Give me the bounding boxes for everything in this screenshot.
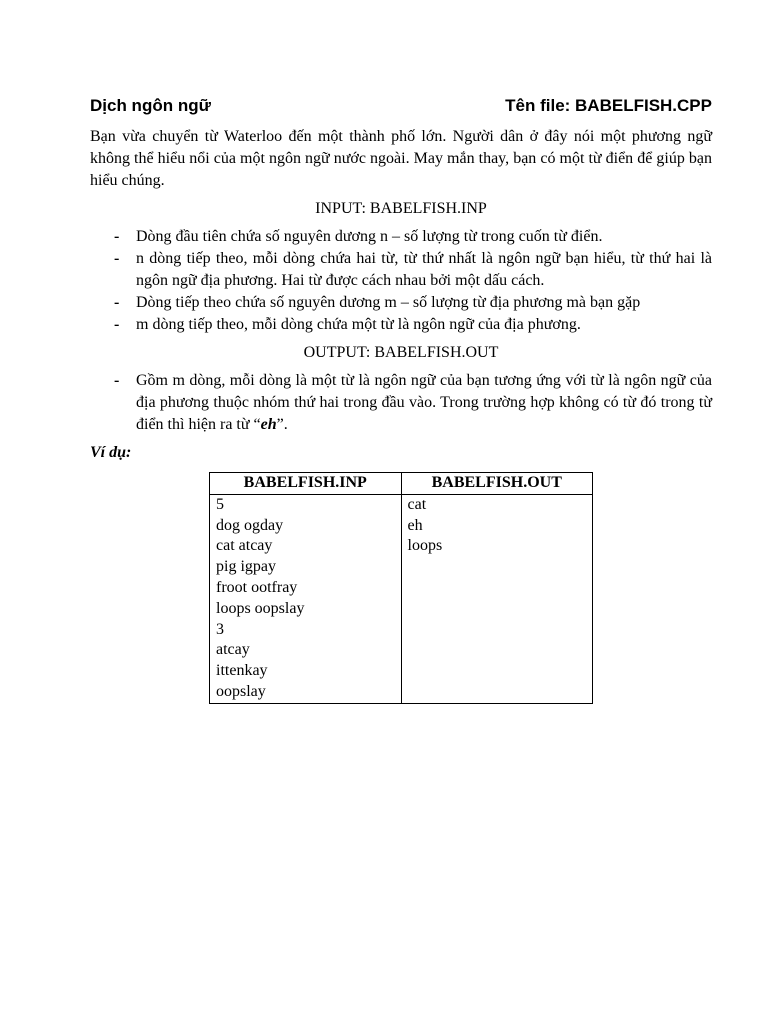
example-table-header-row: [210, 473, 593, 495]
problem-title: Dịch ngôn ngữ: [90, 96, 211, 115]
example-output-line: loops: [407, 537, 443, 555]
output-title: OUTPUT: BABELFISH.OUT: [303, 344, 499, 361]
output-item-emphasis: eh: [260, 416, 277, 433]
example-output-line: eh: [407, 516, 423, 534]
output-item: [90, 370, 712, 436]
example-input-line: ittenkay: [216, 662, 268, 680]
input-item: - n dòng tiếp theo, mỗi dòng chứa hai từ, từ thứ nhất là ngôn ngữ bạn hiểu, từ thứ hai là ngôn ngữ địa phương. Hai từ được cách nhau bởi một dấu cách.: [90, 248, 712, 292]
example-input-line: 3: [216, 620, 224, 638]
output-list: [90, 370, 712, 436]
example-input-line: atcay: [216, 641, 250, 659]
example-input-cell: [210, 494, 402, 703]
input-item: - Dòng tiếp theo chứa số nguyên dương m – số lượng từ địa phương mà bạn gặp: [90, 292, 712, 314]
problem-header: [90, 94, 712, 118]
example-table-row: [210, 494, 593, 703]
example-table-header-output: BABELFISH.OUT: [401, 473, 593, 495]
example-input-line: pig igpay: [216, 558, 276, 576]
example-input-line: froot ootfray: [216, 578, 298, 596]
example-input-line: loops oopslay: [216, 599, 305, 617]
input-item: - m dòng tiếp theo, mỗi dòng chứa một từ là ngôn ngữ của địa phương.: [90, 314, 712, 336]
input-list: [90, 226, 712, 336]
output-item-end: ”.: [276, 416, 288, 433]
example-input-line: 5: [216, 495, 224, 513]
example-table: [209, 472, 593, 704]
example-input-line: dog ogday: [216, 516, 284, 534]
example-input-line: oopslay: [216, 682, 266, 700]
example-label: Ví dụ:: [90, 444, 132, 461]
example-output-line: cat: [407, 495, 427, 513]
example-table-header-input: BABELFISH.INP: [210, 473, 402, 495]
file-name: Tên file: BABELFISH.CPP: [505, 96, 712, 115]
output-item-text: Gồm m dòng, mỗi dòng là một từ là ngôn ngữ của bạn tương ứng với từ là ngôn ngữ của địa phương thuộc nhóm thứ hai trong đầu vào. Trong trường hợp không có từ đó trong từ điển thì hiện ra từ “: [136, 372, 712, 433]
intro-paragraph: Bạn vừa chuyển từ Waterloo đến một thành phố lớn. Người dân ở đây nói một phương ngữ không thể hiểu nổi của một ngôn ngữ nước ngoài. May mắn thay, bạn có một từ điển để giúp bạn hiểu chúng.: [90, 128, 712, 189]
input-item: - Dòng đầu tiên chứa số nguyên dương n – số lượng từ trong cuốn từ điển.: [90, 226, 712, 248]
input-title: INPUT: BABELFISH.INP: [315, 200, 487, 217]
example-input-line: cat atcay: [216, 537, 273, 555]
problem-page: [90, 94, 712, 704]
example-output-cell: [401, 494, 593, 703]
